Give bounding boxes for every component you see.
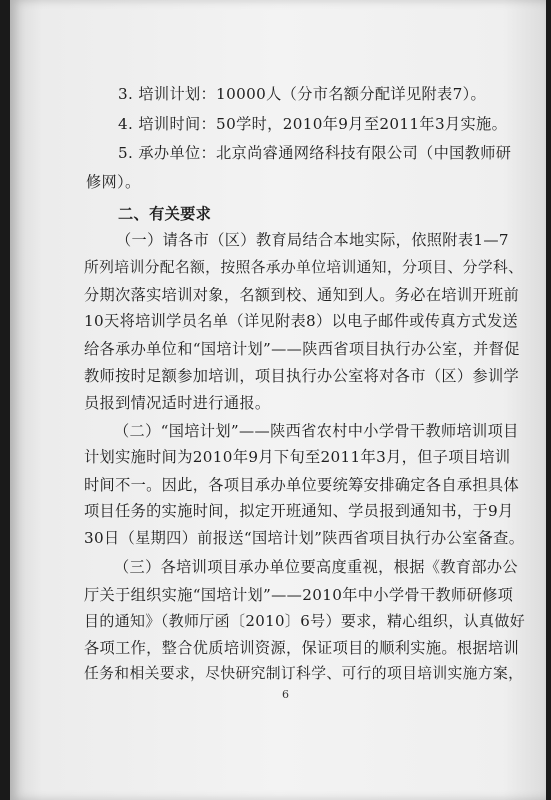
text-line: （一）请各市（区）教育局结合本地实际，依照附表1—7: [116, 231, 509, 249]
text-line: 所列培训分配名额，按照各承办单位培训通知，分项目、分学科、: [84, 259, 524, 276]
text-line: 5. 承办单位：北京尚睿通网络科技有限公司（中国教师研: [118, 144, 512, 162]
text-line: 项目任务的实施时间，拟定开班通知、学员报到通知书，于9月: [84, 502, 514, 520]
text-line: 4. 培训时间：50学时，2010年9月至2011年3月实施。: [118, 115, 508, 133]
text-line: 30日（星期四）前报送“国培计划”陕西省项目执行办公室备查。: [84, 529, 525, 547]
text-line: 目的通知》（教师厅函〔2010〕6号）要求，精心组织，认真做好: [84, 612, 526, 630]
text-line: （三）各培训项目承办单位要高度重视，根据《教育部办公: [114, 558, 518, 576]
page-number: 6: [282, 688, 289, 701]
text-line: 10天将培训学员名单（详见附表8）以电子邮件或传真方式发送: [84, 312, 519, 330]
text-line: 任务和相关要求，尽快研究制订科学、可行的项目培训实施方案，: [84, 665, 524, 682]
text-line: 员报到情况适时进行通报。: [84, 394, 271, 412]
text-line: 分期次落实培训对象，名额到校、通知到人。务必在培训开班前: [84, 286, 520, 304]
text-line: 给各承办单位和“国培计划”——陕西省项目执行办公室，并督促: [84, 340, 520, 358]
document-page: [10, 0, 546, 800]
text-line: 厅关于组织实施“国培计划”——2010年中小学骨干教师研修项: [84, 586, 514, 604]
text-line: 教师按时足额参加培训，项目执行办公室将对各市（区）参训学: [84, 367, 520, 385]
section-heading: 二、有关要求: [118, 205, 212, 223]
text-line: 各项工作，整合优质培训资源，保证项目的顺利实施。根据培训: [84, 639, 520, 657]
text-line: 修网）。: [86, 173, 141, 191]
text-line: 时间不一。因此，各项目承办单位要统筹安排确定各自承担具体: [84, 476, 520, 494]
text-line: 3. 培训计划：10000人（分市名额分配详见附表7）。: [118, 85, 487, 103]
text-line: 计划实施时间为2010年9月下旬至2011年3月，但子项目培训: [84, 448, 511, 466]
text-line: （二）“国培计划”——陕西省农村中小学骨干教师培训项目: [114, 422, 519, 440]
